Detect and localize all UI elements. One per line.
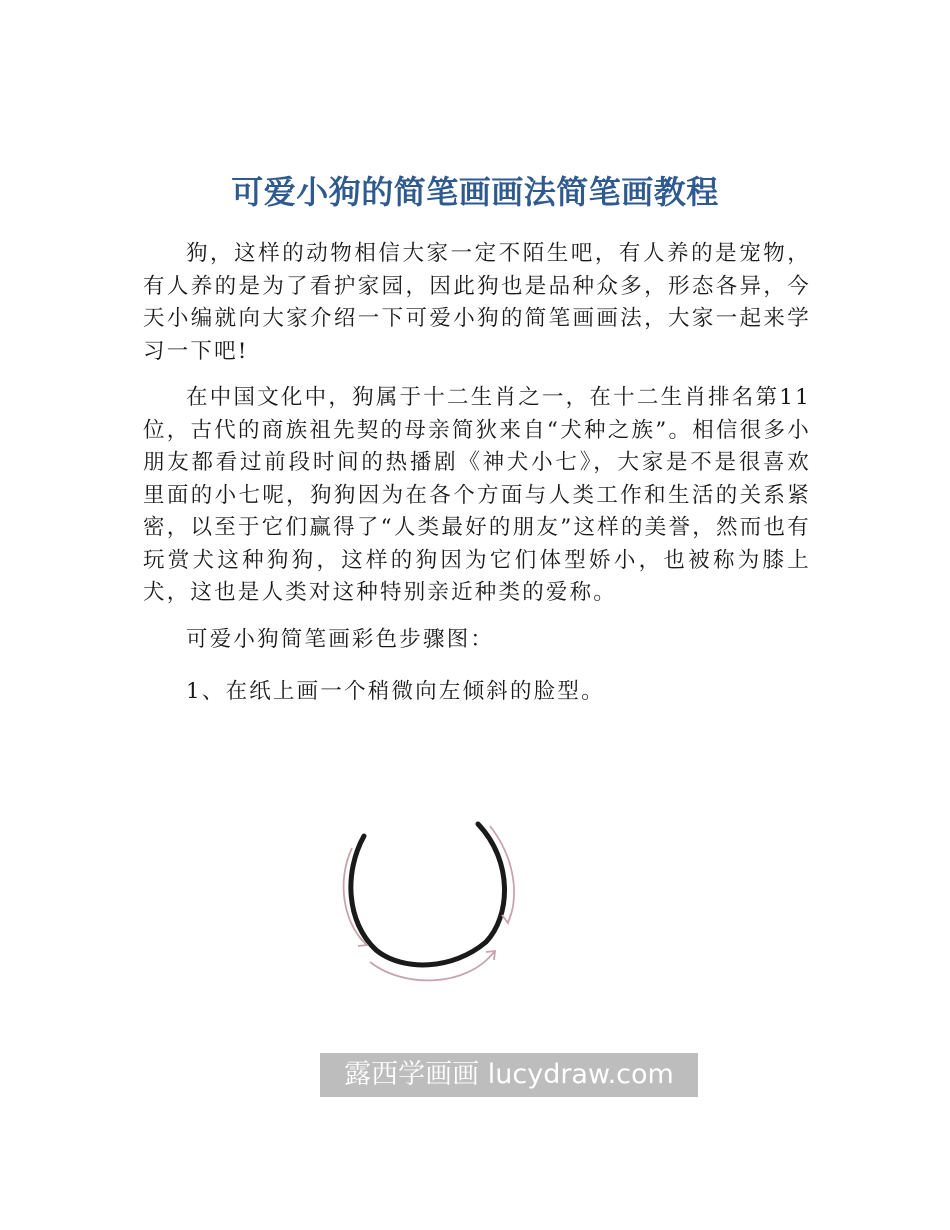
step-1-text: 1、在纸上画一个稍微向左倾斜的脸型。 bbox=[186, 679, 605, 704]
steps-heading: 可爱小狗简笔画彩色步骤图： bbox=[186, 626, 495, 652]
watermark-banner: 露西学画画 lucydraw.com bbox=[320, 1053, 698, 1097]
page-title: 可爱小狗的简笔画画法简笔画教程 bbox=[231, 173, 719, 212]
face-contour-stroke bbox=[351, 824, 505, 965]
culture-paragraph: 在中国文化中，狗属于十二生肖之一，在十二生肖排名第11位，古代的商族祖先契的母亲简狄来自“犬种之族”。相信很多小朋友都看过前段时间的热播剧《神犬小七》，大家是不是很喜欢里面的小七呢，狗狗因为在各个方面与人类工作和生活的关系紧密，以至于它们赢得了“人类最好的朋友”这样的美誉，然而也有玩赏犬这种狗狗，这样的狗因为它们体型娇小，也被称为膝上犬，这也是人类对这种特别亲近种类的爱称。 bbox=[143, 385, 811, 605]
right-arrow-head bbox=[502, 914, 511, 923]
intro-paragraph: 狗，这样的动物相信大家一定不陌生吧，有人养的是宠物，有人养的是为了看护家园，因此狗也是品种众多，形态各异，今天小编就向大家介绍一下可爱小狗的简笔画画法，大家一起来学习一下吧! bbox=[143, 241, 811, 364]
article-body bbox=[143, 238, 811, 729]
